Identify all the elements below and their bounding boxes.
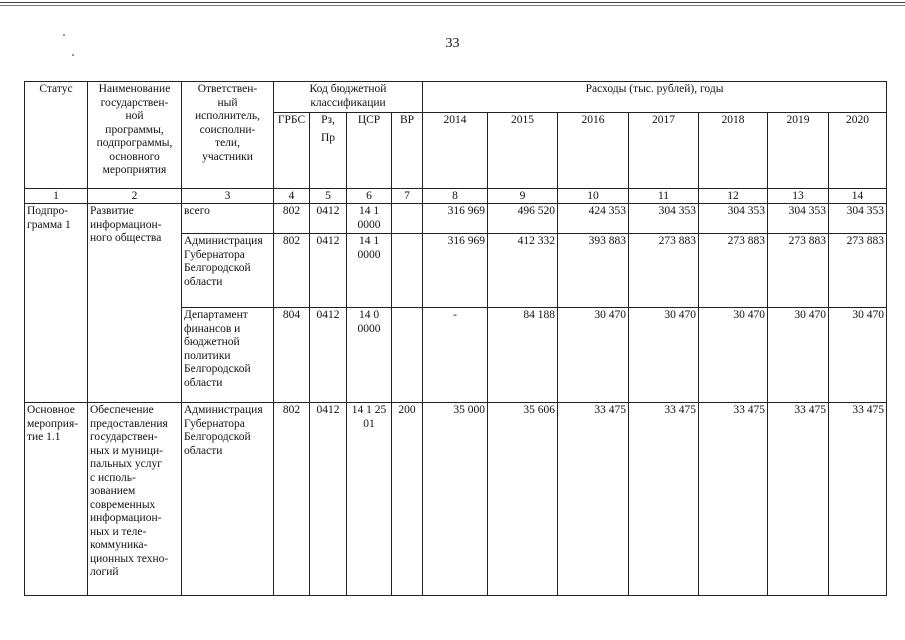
text-line: политики (184, 349, 231, 362)
expense-value-cell: 33 475 (558, 403, 629, 596)
expense-value-cell: 273 883 (768, 234, 829, 308)
column-number: 4 (274, 189, 310, 204)
rzpr-cell: 0412 (310, 234, 347, 308)
header-year: 2015 (488, 113, 558, 189)
csr-cell (347, 403, 392, 596)
vr-cell (392, 308, 423, 403)
column-number: 14 (829, 189, 887, 204)
text-line: ных и муници- (90, 444, 164, 457)
text-line: грамма 1 (27, 218, 71, 231)
header-grbs: ГРБС (274, 113, 310, 189)
text-line: области (184, 444, 223, 457)
text-line: 0000 (357, 322, 381, 335)
text-line: Подпро- (27, 205, 69, 217)
top-rule (0, 2, 905, 3)
expense-value-cell: 304 353 (829, 204, 887, 234)
text-line: коммуника- (90, 539, 148, 551)
status-cell (25, 204, 88, 403)
text-line: Белгородской (184, 363, 251, 375)
header-year: 2018 (699, 113, 768, 189)
column-number-row (25, 189, 887, 204)
table-header (25, 82, 887, 204)
expense-value-cell: 33 475 (629, 403, 699, 596)
header-name (88, 82, 182, 189)
column-number: 11 (629, 189, 699, 204)
column-number: 1 (25, 189, 88, 204)
vr-cell (392, 204, 423, 234)
header-year: 2016 (558, 113, 629, 189)
text-line: Наименование (98, 83, 171, 95)
text-line: 01 (363, 417, 375, 430)
header-year: 2014 (423, 113, 488, 189)
text-line: ционных техно- (90, 552, 169, 565)
column-number: 3 (182, 189, 274, 204)
text-line: подпрограммы, (96, 137, 173, 149)
expense-value-cell: 304 353 (629, 204, 699, 234)
text-line: информацион- (90, 218, 162, 231)
text-line: Администрация (184, 235, 263, 247)
text-line: с исполь- (90, 471, 136, 484)
grbs-cell: 804 (274, 308, 310, 403)
expense-value-cell: 30 470 (558, 308, 629, 403)
program-name-cell (88, 403, 182, 596)
text-line: государствен- (90, 431, 158, 443)
column-number: 13 (768, 189, 829, 204)
table-body (25, 204, 887, 596)
expense-value-cell: 33 475 (768, 403, 829, 596)
text-line: Губернатора (184, 248, 245, 261)
text-line: ных и теле- (90, 525, 147, 538)
header-status: Статус (25, 82, 88, 189)
expense-value-cell: 273 883 (629, 234, 699, 308)
expense-value-cell: 30 470 (829, 308, 887, 403)
text-line: ной (125, 110, 144, 122)
expense-value-cell: 316 969 (423, 234, 488, 308)
text-line: 14 1 (358, 205, 380, 217)
expense-value-cell: 33 475 (829, 403, 887, 596)
text-line: программы, (105, 123, 164, 136)
expense-value-cell: 393 883 (558, 234, 629, 308)
text-line: логий (90, 566, 119, 578)
expense-value-cell: 35 000 (423, 403, 488, 596)
text-line: участники (202, 150, 253, 163)
text-line: Развитие (90, 205, 134, 217)
expense-value-cell: - (423, 308, 488, 403)
header-year: 2017 (629, 113, 699, 189)
rzpr-cell: 0412 (310, 308, 347, 403)
column-number: 6 (347, 189, 392, 204)
text-line: Белгородской (184, 262, 251, 274)
csr-cell (347, 234, 392, 308)
text-line: 14 0 (358, 309, 380, 321)
column-number: 7 (392, 189, 423, 204)
text-line: области (184, 376, 223, 389)
expense-value-cell: 424 353 (558, 204, 629, 234)
header-rz: Рз, (310, 113, 347, 131)
expense-value-cell: 84 188 (488, 308, 558, 403)
executor-cell (182, 403, 274, 596)
executor-cell (182, 308, 274, 403)
vr-cell: 200 (392, 403, 423, 596)
text-line: мероприятия (102, 164, 167, 176)
text-line: соисполни- (199, 123, 256, 136)
status-cell (25, 403, 88, 596)
text-line: тие 1.1 (27, 431, 61, 443)
column-number: 9 (488, 189, 558, 204)
text-line: Обеспечение (90, 404, 154, 416)
text-line: ный (217, 96, 238, 109)
budget-table (24, 81, 887, 596)
text-line: финансов и (184, 322, 241, 335)
executor-cell (182, 234, 274, 308)
program-name-cell (88, 204, 182, 403)
rzpr-cell: 0412 (310, 403, 347, 596)
vr-cell (392, 234, 423, 308)
header-csr: ЦСР (347, 113, 392, 189)
text-line: государствен- (100, 96, 169, 109)
text-line: тели, (215, 137, 240, 149)
table-row (25, 204, 887, 234)
rzpr-cell: 0412 (310, 204, 347, 234)
text-line: Губернатора (184, 417, 245, 430)
text-line: 14 1 (358, 235, 380, 247)
text-line: современных (90, 498, 156, 511)
text-line: Основное (27, 404, 75, 416)
text-line: ного общества (90, 232, 162, 244)
table-row (25, 403, 887, 596)
text-line: предоставления (90, 417, 168, 430)
grbs-cell: 802 (274, 403, 310, 596)
expense-value-cell: 496 520 (488, 204, 558, 234)
column-number: 5 (310, 189, 347, 204)
text-line: 0000 (357, 248, 381, 261)
text-line: Департамент (184, 309, 248, 321)
header-year: 2020 (829, 113, 887, 189)
text-line: основного (109, 150, 160, 163)
expense-value-cell: 273 883 (699, 234, 768, 308)
text-line: Ответствен- (197, 83, 258, 95)
expense-value-cell: 304 353 (699, 204, 768, 234)
executor-cell (182, 204, 274, 234)
page-number: 33 (445, 36, 460, 51)
header-year: 2019 (768, 113, 829, 189)
header-vr: ВР (392, 113, 423, 189)
header-expenses: Расходы (тыс. рублей), годы (423, 82, 887, 113)
text-line: всего (184, 205, 210, 217)
header-budget-code: Код бюджетной классификации (274, 82, 423, 113)
scan-speck (72, 54, 74, 56)
text-line: мероприя- (27, 417, 79, 430)
text-line: 0000 (357, 218, 381, 231)
expense-value-cell: 273 883 (829, 234, 887, 308)
header-executor (182, 82, 274, 189)
expense-value-cell: 412 332 (488, 234, 558, 308)
expense-value-cell: 316 969 (423, 204, 488, 234)
expense-value-cell: 30 470 (629, 308, 699, 403)
csr-cell (347, 204, 392, 234)
expense-value-cell: 304 353 (768, 204, 829, 234)
text-line: бюджетной (184, 336, 240, 348)
text-line: зованием (90, 485, 136, 497)
grbs-cell: 802 (274, 234, 310, 308)
text-line: исполнитель, (194, 110, 261, 122)
text-line: 14 1 25 (351, 404, 387, 416)
expense-value-cell: 33 475 (699, 403, 768, 596)
column-number: 12 (699, 189, 768, 204)
top-rule-secondary (0, 5, 905, 6)
expense-value-cell: 30 470 (768, 308, 829, 403)
expense-value-cell: 30 470 (699, 308, 768, 403)
grbs-cell: 802 (274, 204, 310, 234)
column-number: 8 (423, 189, 488, 204)
text-line: информацион- (90, 512, 162, 524)
text-line: Администрация (184, 404, 263, 416)
text-line: области (184, 275, 223, 288)
text-line: Белгородской (184, 431, 251, 443)
column-number: 2 (88, 189, 182, 204)
header-pr: Пр (310, 131, 347, 189)
text-line: пальных услуг (90, 458, 162, 470)
expense-value-cell: 35 606 (488, 403, 558, 596)
csr-cell (347, 308, 392, 403)
column-number: 10 (558, 189, 629, 204)
